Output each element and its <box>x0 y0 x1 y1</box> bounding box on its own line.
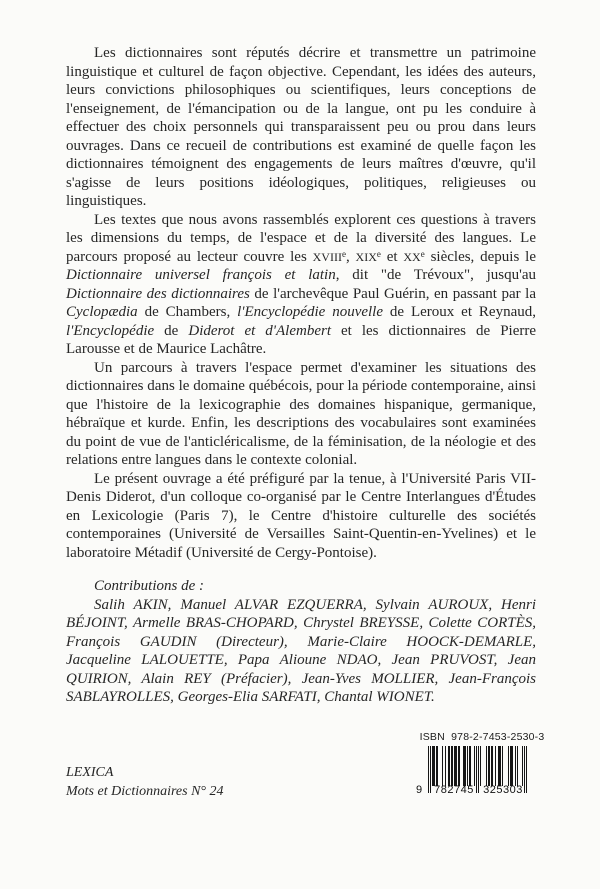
synopsis-paragraph-2 <box>66 211 536 359</box>
text-run: e <box>341 248 346 259</box>
contributors-list: Salih AKIN, Manuel ALVAR EZQUERRA, Sylvain AUROUX, Henri BÉJOINT, Armelle BRAS-CHOPARD, Chrystel BREYSSE, Colette CORTÈS, François GAUDIN (Directeur), Marie-Claire HOOCK-DEMARLE, Jacqueline LALOUETTE, Papa Alioune NDAO, Jean PRUVOST, Jean QUIRION, Alain REY (Préfacier), Jean-Yves MOLLIER, Jean-François SABLAYROLLES, Georges-Elia SARFATI, Chantal WIONET. <box>66 596 536 705</box>
synopsis <box>66 44 536 707</box>
text-run: Dictionnaire universel françois et latin <box>66 267 336 283</box>
text-run: de l'archevêque Paul Guérin, en passant par la <box>249 285 536 302</box>
text-run: Dictionnaire des dictionnaires <box>66 285 250 302</box>
text-run: Diderot et d'Alembert <box>188 322 332 339</box>
text-run: de Leroux et Reynaud, <box>383 304 536 320</box>
text-run: l'Encyclopédie <box>66 322 155 339</box>
text-run: Les textes que nous avons rassemblés explorent ces questions à travers les dimensions du temps, de l'espace et de la diversité des langues. Le parcours proposé au lecteur couvre les <box>66 211 536 265</box>
text-run: Un parcours à travers l'espace permet d'examiner les situations des dictionnaires dans le domaine québécois, pour la période contemporaine, ainsi que l'histoire de la lexicographie des domaines hispanique, germanique, hébraïque et kurde. Enfin, les descriptions des vocabulaires sont examinées du point de vue de l'anticléricalisme, de la féminisation, de la néologie et des relations entre langues dans le contexte colonial. <box>66 359 536 468</box>
text-run: XIX <box>355 249 377 264</box>
text-run: Le présent ouvrage a été préfiguré par la tenue, à l'Université Paris VII-Denis Diderot, d'un colloque co-organisé par le Centre Interlangues d'Études en Lexicologie (Paris 7), le Centre d'histoire culturelle des sociétés contemporaines (Université de Versailles Saint-Quentin-en-Yvelines) et le laboratoire Métadif (Université de Cergy-Pontoise). <box>66 470 536 561</box>
text-run: l'Encyclopédie nouvelle <box>237 304 383 320</box>
synopsis-paragraph-3 <box>66 359 536 470</box>
series-issue: Mots et Dictionnaires N° 24 <box>66 784 224 799</box>
barcode-digit-group-2: 782745 <box>434 784 474 796</box>
barcode <box>416 746 529 799</box>
text-run: de <box>154 322 189 339</box>
contributions-heading: Contributions de : <box>94 578 205 594</box>
text-run: , <box>345 248 356 265</box>
text-run: , dit "de Trévoux", jusqu'au <box>335 267 537 283</box>
text-run: siècles, depuis le <box>424 248 536 265</box>
text-run: e <box>420 248 425 259</box>
isbn-label: ISBN 978-2-7453-2530-3 <box>419 731 545 743</box>
text-run: et les dictionnaires de Pierre Larousse et de Maurice Lachâtre. <box>66 322 537 357</box>
text-run: Cyclopædia <box>66 304 138 320</box>
series-title: LEXICA <box>66 765 114 780</box>
text-run: Les dictionnaires sont réputés décrire et transmettre un patrimoine linguistique et culturel de façon objective. Cependant, les idées des auteurs, leurs convictions philosophiques ou scientifiques, leurs conceptions de l'enseignement, de l'émancipation ou de la langue, ont pu les conduire à effectuer des choix personnels qui transparaissent peu ou prou dans leurs ouvrages. Dans ce recueil de contributions est examiné de quelle façon les dictionnaires témoignent des engagements de leurs maîtres d'œuvre, qu'il s'agisse de leurs positions idéologiques, politiques, religieuses ou linguistiques. <box>66 45 536 209</box>
series-block <box>66 763 224 801</box>
text-run: e <box>376 248 381 259</box>
text-run: et <box>380 248 404 265</box>
synopsis-paragraph-4 <box>66 470 536 563</box>
synopsis-paragraph-1 <box>66 44 536 211</box>
isbn-block <box>416 731 545 799</box>
barcode-digit-group-3: 325303 <box>483 784 523 796</box>
barcode-digit-group-1: 9 <box>416 784 423 796</box>
barcode-bar <box>526 746 527 793</box>
text-run: XVIII <box>312 249 342 264</box>
text-run: XX <box>403 249 421 264</box>
text-run: de Chambers, <box>137 304 238 320</box>
